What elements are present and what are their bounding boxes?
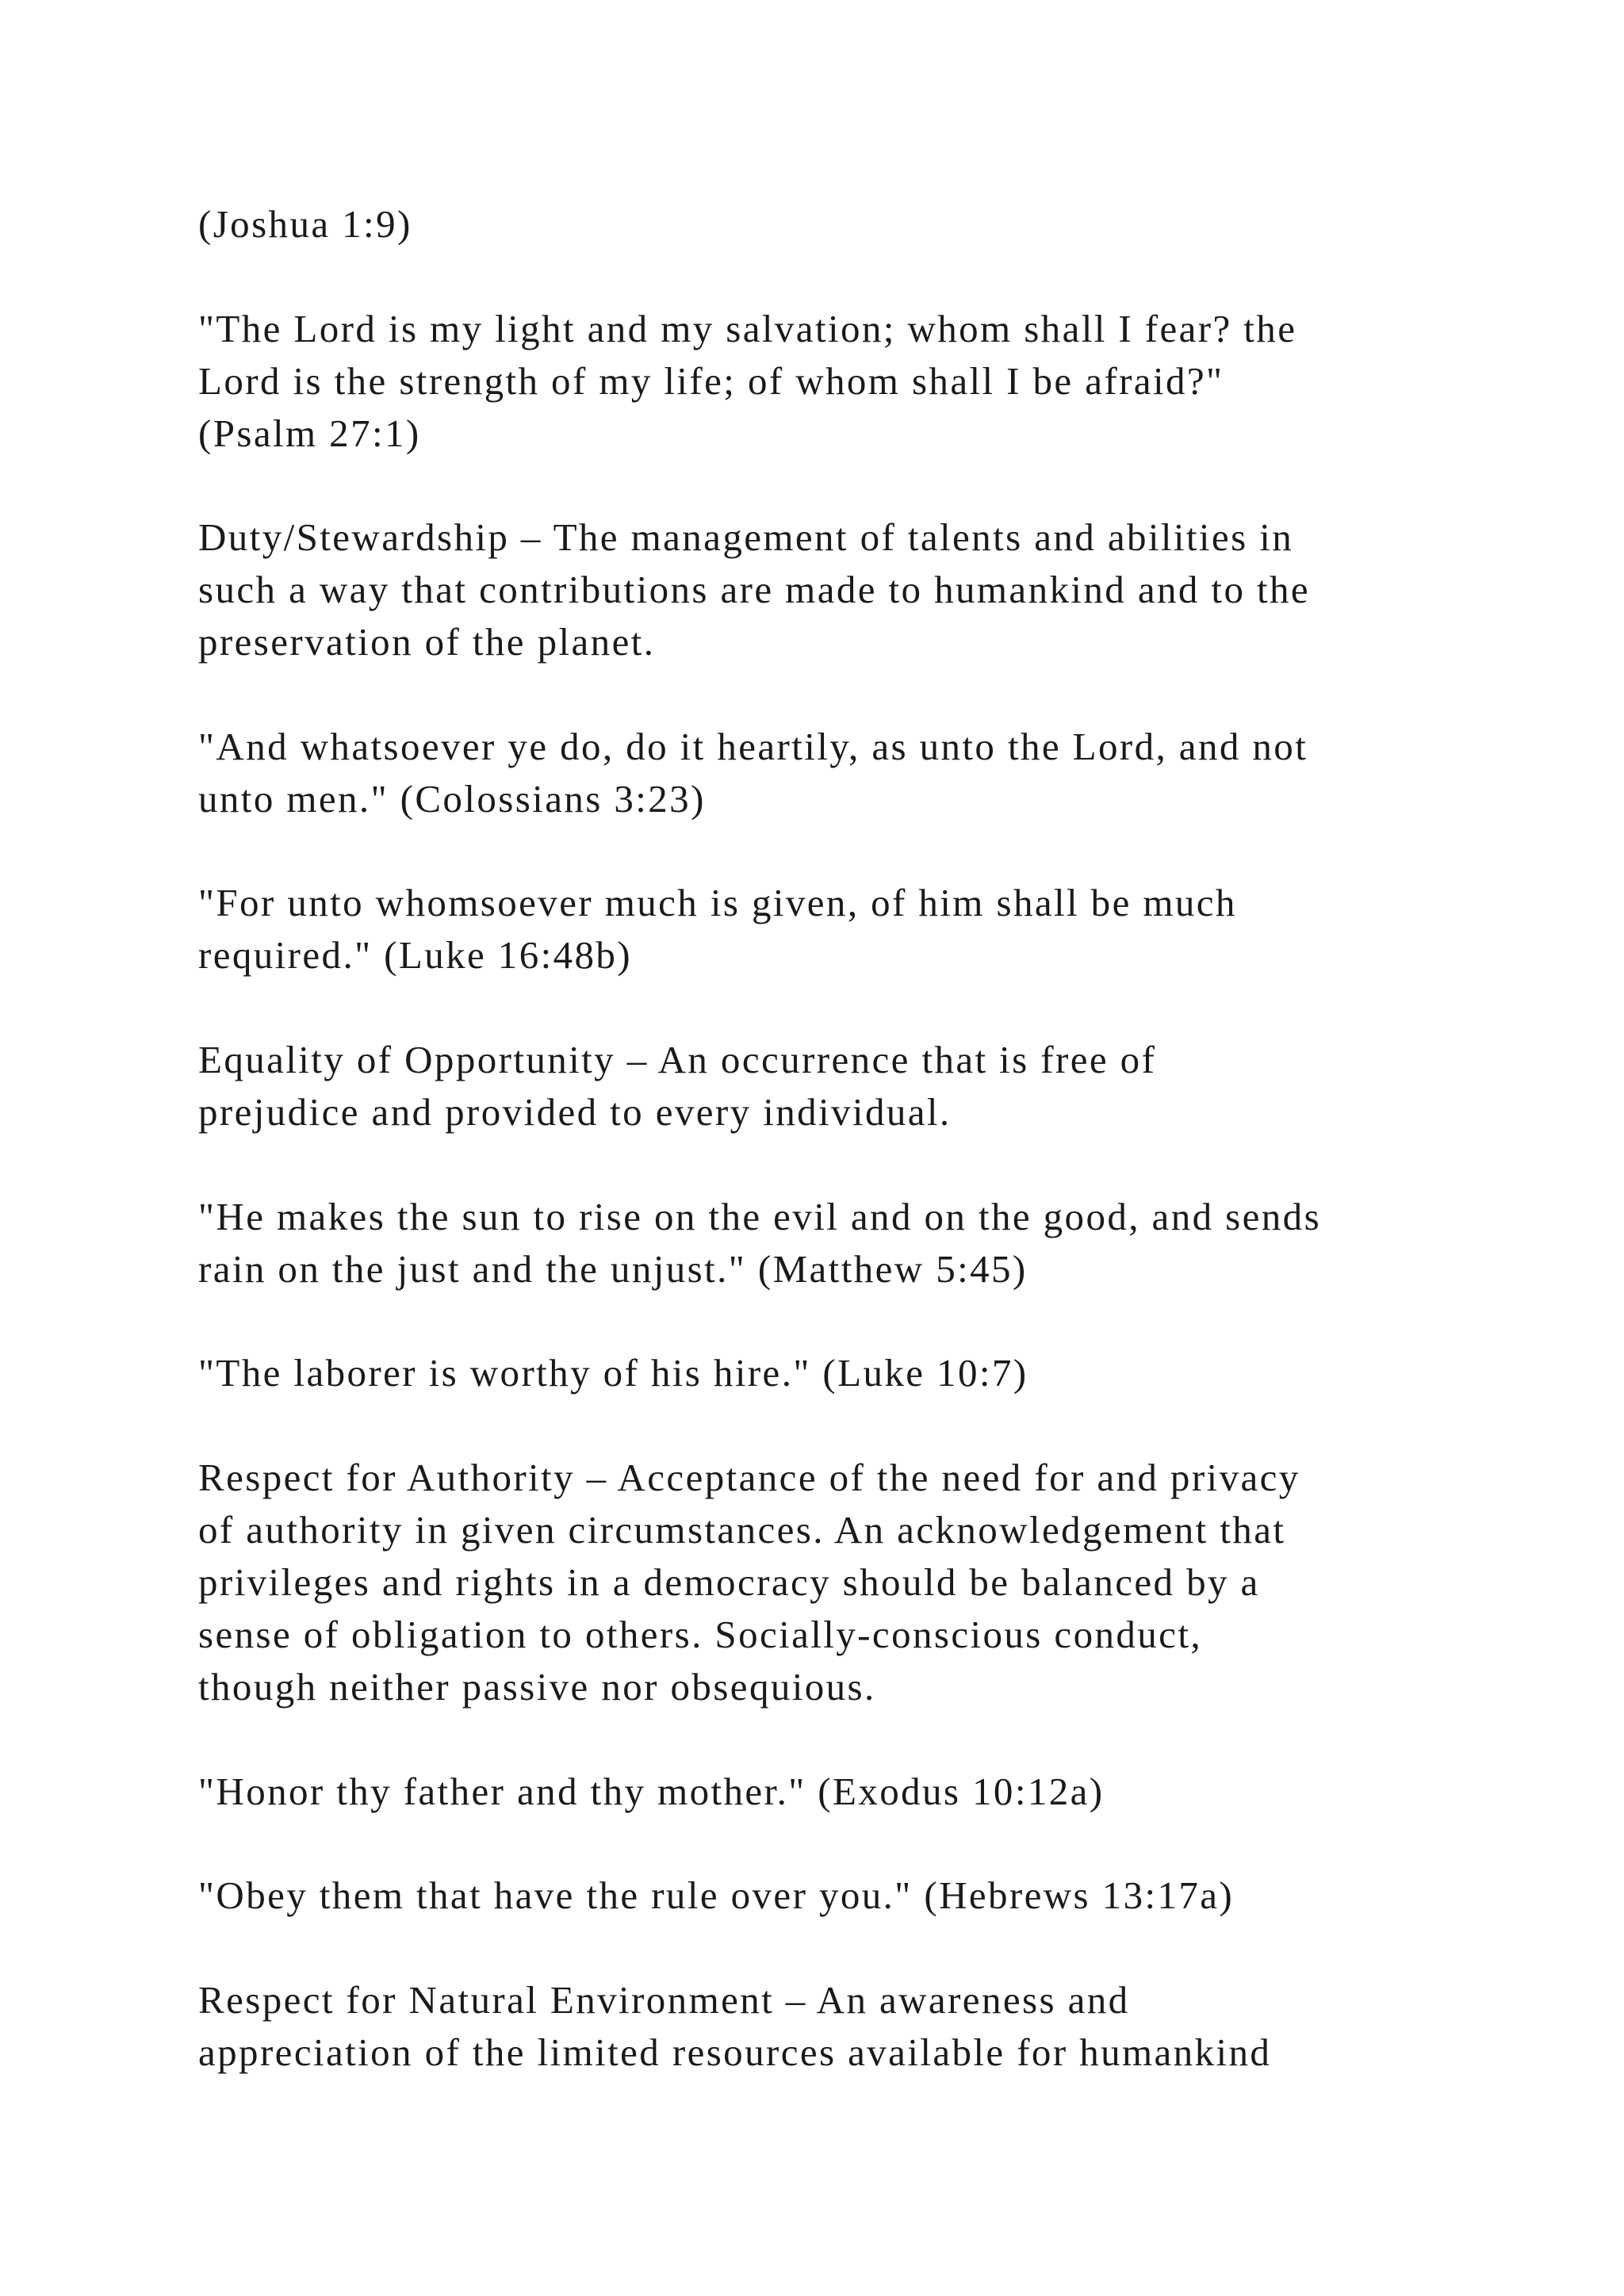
text-line-colossians-1: "And whatsoever ye do, do it heartily, as unto the Lord, and not: [198, 725, 1308, 768]
text-line-authority-def-2: of authority in given circumstances. An acknowledgement that: [198, 1508, 1286, 1552]
text-line-authority-def-4: sense of obligation to others. Socially-conscious conduct,: [198, 1613, 1202, 1656]
text-line-luke-1: "For unto whomsoever much is given, of him shall be much: [198, 881, 1237, 924]
text-line-hebrews: "Obey them that have the rule over you." (Hebrews 13:17a): [198, 1873, 1235, 1917]
text-line-authority-def-1: Respect for Authority – Acceptance of the need for and privacy: [198, 1456, 1300, 1499]
text-line-equality-def-2: prejudice and provided to every individual.: [198, 1090, 952, 1134]
text-line-luke-2: required." (Luke 16:48b): [198, 933, 633, 977]
text-line-duty-def-1: Duty/Stewardship – The management of talents and abilities in: [198, 515, 1294, 559]
text-line-duty-def-2: such a way that contributions are made to humankind and to the: [198, 568, 1311, 611]
text-line-environment-def-2: appreciation of the limited resources available for humankind: [198, 2030, 1272, 2074]
text-line-duty-def-3: preservation of the planet.: [198, 620, 656, 664]
text-line-exodus: "Honor thy father and thy mother." (Exodus 10:12a): [198, 1770, 1105, 1813]
text-line-psalm-ref: (Psalm 27:1): [198, 411, 421, 455]
text-line-environment-def-1: Respect for Natural Environment – An awareness and: [198, 1978, 1130, 2022]
text-line-laborer: "The laborer is worthy of his hire." (Luke 10:7): [198, 1351, 1028, 1395]
text-line-psalm-quote-1: "The Lord is my light and my salvation; whom shall I fear? the: [198, 307, 1297, 350]
text-line-colossians-2: unto men." (Colossians 3:23): [198, 777, 706, 821]
text-line-psalm-quote-2: Lord is the strength of my life; of whom shall I be afraid?": [198, 359, 1224, 403]
text-line-matthew-2: rain on the just and the unjust." (Matthew 5:45): [198, 1247, 1028, 1291]
text-line-authority-def-5: though neither passive nor obsequious.: [198, 1665, 876, 1709]
text-line-joshua-ref: (Joshua 1:9): [198, 202, 412, 246]
text-line-matthew-1: "He makes the sun to rise on the evil and on the good, and sends: [198, 1195, 1322, 1238]
text-line-authority-def-3: privileges and rights in a democracy should be balanced by a: [198, 1560, 1260, 1604]
text-line-equality-def-1: Equality of Opportunity – An occurrence that is free of: [198, 1038, 1157, 1081]
